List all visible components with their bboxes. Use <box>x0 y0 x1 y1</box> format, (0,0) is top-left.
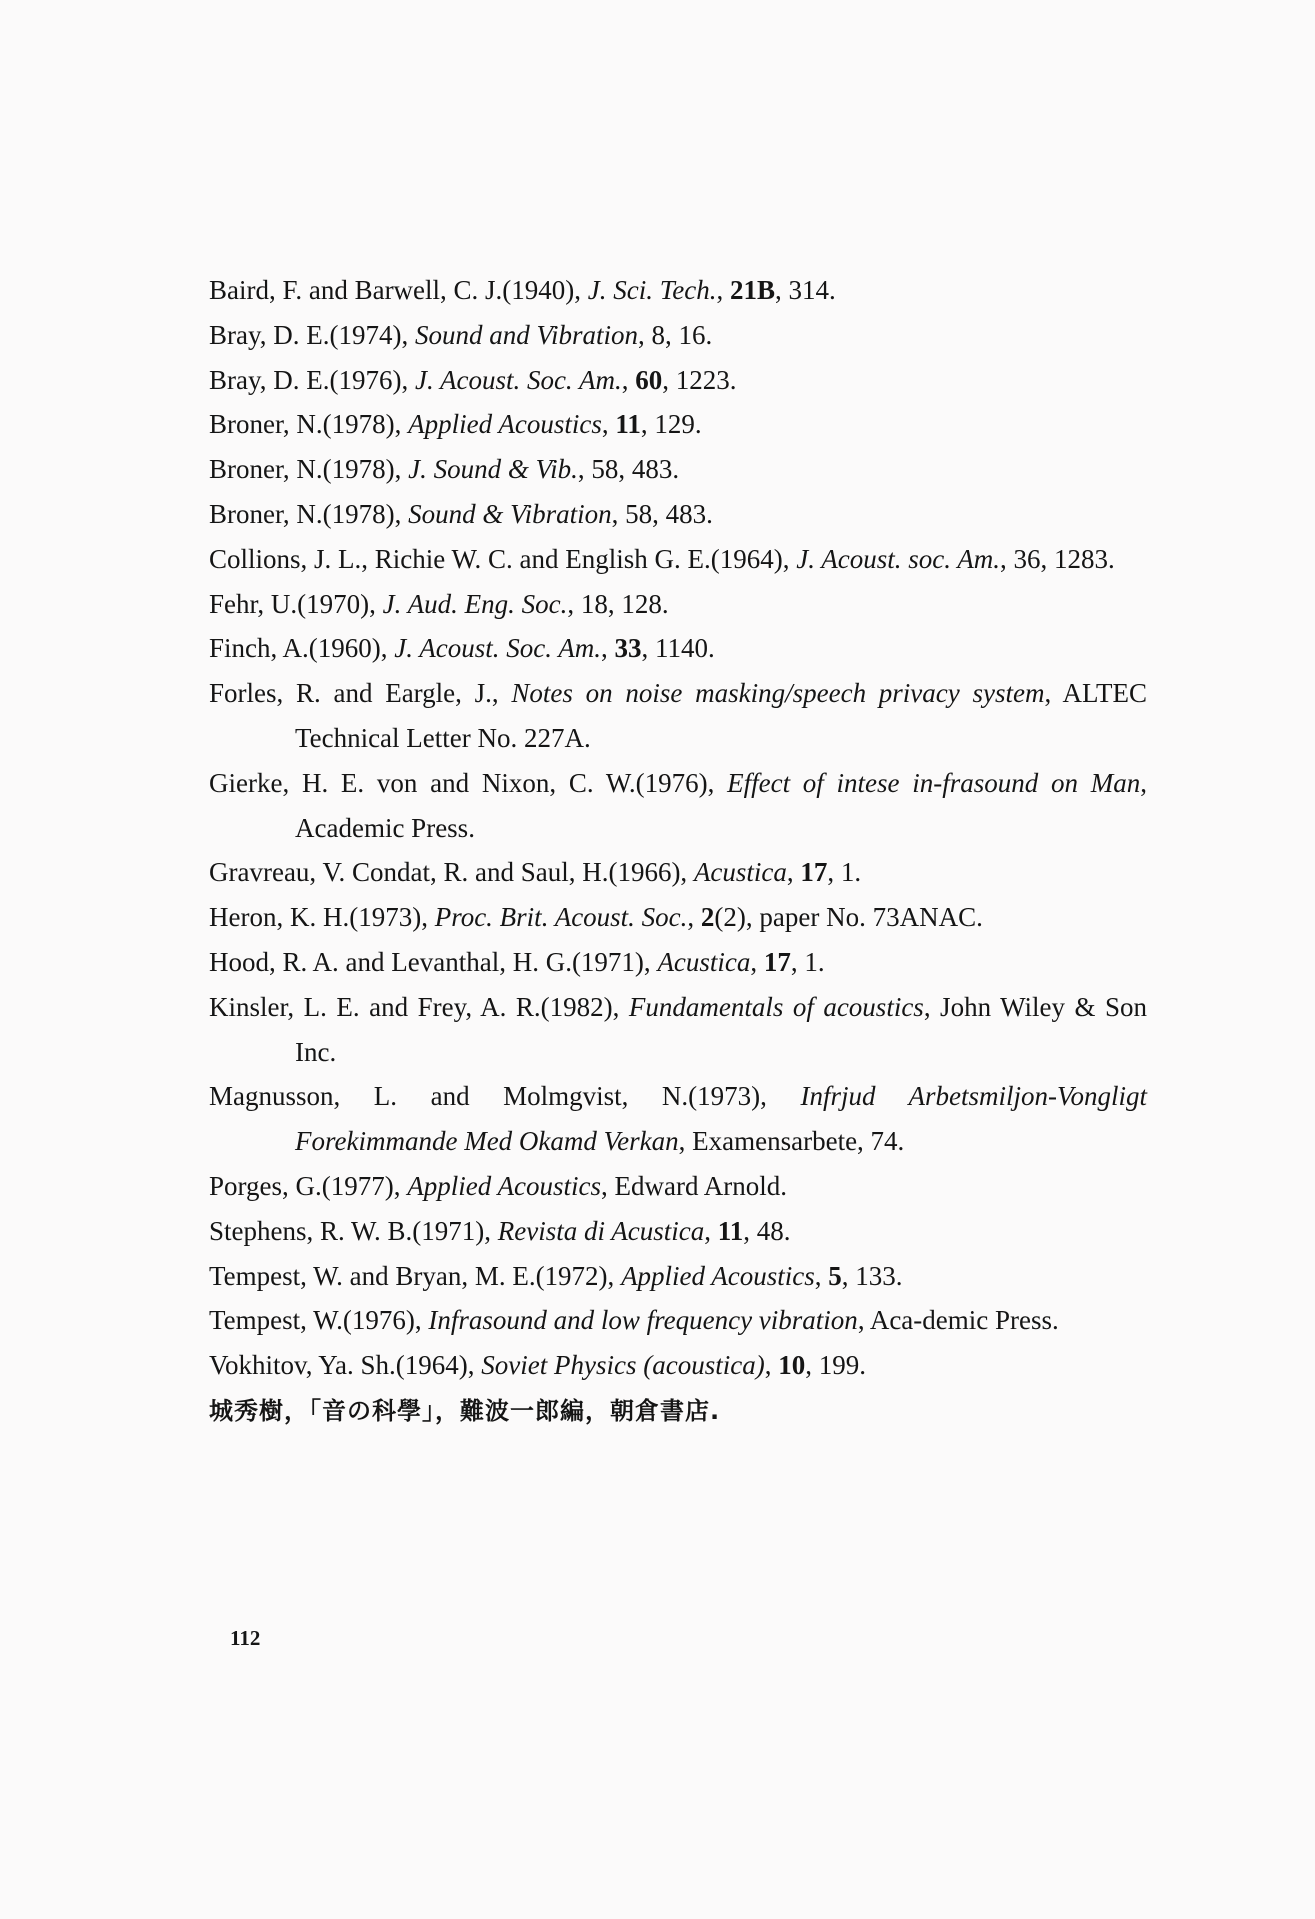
reference-text: , 48. <box>743 1215 791 1246</box>
reference-text: , <box>750 946 764 977</box>
reference-title: Applied Acoustics <box>408 409 602 440</box>
reference-text: , 1223. <box>662 364 737 395</box>
reference-entry <box>209 895 1147 940</box>
reference-text: , Edward Arnold. <box>600 1170 787 1201</box>
reference-text: Tempest, W.(1976), <box>209 1305 429 1336</box>
reference-title: Effect of intese in-frasound on Man <box>727 767 1141 798</box>
reference-title: J. Acoust. soc. Am. <box>796 543 1000 574</box>
reference-entry <box>209 671 1147 761</box>
reference-entry <box>209 1298 1147 1343</box>
reference-text: Finch, A.(1960), <box>209 633 395 664</box>
reference-text: Broner, N.(1978), <box>209 454 409 485</box>
reference-entry <box>209 1254 1147 1299</box>
reference-text: Baird, F. and Barwell, C. J.(1940), <box>209 275 588 305</box>
reference-volume: 10 <box>778 1350 806 1381</box>
reference-text: , 129. <box>640 409 702 440</box>
reference-volume: 21B <box>730 275 776 305</box>
reference-title: J. Sci. Tech. <box>587 275 717 305</box>
reference-entry <box>209 402 1147 447</box>
reference-volume: 33 <box>614 633 642 664</box>
reference-text: Porges, G.(1977), <box>209 1170 408 1201</box>
reference-text: , 18, 128. <box>567 588 669 619</box>
reference-title: Notes on noise masking/speech privacy system <box>511 678 1045 709</box>
reference-entry <box>209 268 1147 313</box>
reference-text: Forles, R. and Eargle, J., <box>209 678 512 709</box>
reference-text: , <box>786 857 801 888</box>
reference-text: , John Wiley & Son Inc. <box>295 991 1147 1067</box>
reference-text: , Aca-demic Press. <box>857 1305 1059 1336</box>
reference-entry <box>209 940 1147 985</box>
reference-text: , 8, 16. <box>637 319 713 350</box>
reference-title: Fundamentals of acoustics <box>628 991 924 1022</box>
reference-text: Bray, D. E.(1976), <box>209 364 415 395</box>
reference-text: , <box>814 1260 829 1291</box>
reference-title: J. Sound & Vib. <box>408 454 578 485</box>
reference-text: Magnusson, L. and Molmgvist, N.(1973), <box>209 1081 801 1112</box>
reference-entry <box>209 447 1147 492</box>
reference-title: Applied Acoustics <box>407 1170 601 1201</box>
reference-entry <box>209 1388 1147 1434</box>
reference-text: , 133. <box>841 1260 903 1291</box>
reference-entry <box>209 626 1147 671</box>
reference-text: , <box>601 409 616 440</box>
reference-text: , 199. <box>805 1350 866 1381</box>
reference-entry <box>209 1164 1147 1209</box>
reference-title: Sound & Vibration <box>408 498 612 529</box>
reference-volume: 5 <box>828 1260 842 1291</box>
reference-text: Fehr, U.(1970), <box>209 588 383 619</box>
reference-entry <box>209 1343 1147 1388</box>
reference-title: Revista di Acustica <box>497 1215 705 1246</box>
reference-text: , Examensarbete, 74. <box>678 1126 905 1157</box>
reference-title: Proc. Brit. Acoust. Soc. <box>434 902 688 933</box>
reference-title: Infrasound and low frequency vibration <box>428 1305 858 1336</box>
reference-entry <box>209 850 1147 895</box>
reference-entry <box>209 537 1147 582</box>
reference-text: , <box>704 1215 718 1246</box>
reference-title: Infrjud Arbetsmiljon-Vongligt Forekimmande Med Okamd Verkan <box>295 1081 1147 1157</box>
reference-text: Broner, N.(1978), <box>209 498 409 529</box>
reference-text: , 314. <box>775 275 836 305</box>
reference-entry <box>209 761 1147 851</box>
reference-entry <box>209 985 1147 1075</box>
reference-list <box>209 268 1147 1434</box>
reference-text: , 1. <box>827 857 862 888</box>
reference-volume: 2 <box>700 902 715 933</box>
reference-text: , ALTEC Technical Letter No. 227A. <box>295 678 1147 753</box>
reference-text: Hood, R. A. and Levanthal, H. G.(1971), <box>209 946 658 977</box>
reference-text: Broner, N.(1978), <box>209 409 409 440</box>
reference-text: , <box>621 364 636 395</box>
reference-text: , 58, 483. <box>611 498 713 529</box>
reference-volume: 11 <box>717 1215 744 1246</box>
reference-title: J. Aud. Eng. Soc. <box>382 588 568 619</box>
reference-text: Collions, J. L., Richie W. C. and English G. E.(1964), <box>209 543 797 574</box>
reference-text: Kinsler, L. E. and Frey, A. R.(1982), <box>209 991 629 1022</box>
reference-volume: 17 <box>800 857 828 888</box>
reference-text: Stephens, R. W. B.(1971), <box>209 1215 498 1246</box>
reference-text: (2), paper No. 73ANAC. <box>714 902 983 933</box>
reference-text: , <box>600 633 615 664</box>
reference-text: , Academic Press. <box>295 767 1147 843</box>
reference-entry <box>209 582 1147 627</box>
reference-text: , 1140. <box>641 633 715 664</box>
reference-text: , 58, 483. <box>577 454 680 485</box>
reference-text: Vokhitov, Ya. Sh.(1964), <box>209 1350 482 1381</box>
reference-text: Heron, K. H.(1973), <box>209 902 435 933</box>
reference-text: , <box>716 275 731 305</box>
reference-title: Acustica <box>657 946 751 977</box>
reference-entry <box>209 313 1147 358</box>
reference-title: Sound and Vibration <box>414 319 638 350</box>
reference-entry <box>209 1209 1147 1254</box>
reference-title: Soviet Physics (acoustica) <box>481 1350 765 1381</box>
reference-text: Tempest, W. and Bryan, M. E.(1972), <box>209 1260 622 1291</box>
reference-text: Bray, D. E.(1974), <box>209 319 415 350</box>
reference-text: , 36, 1283. <box>999 543 1115 574</box>
reference-volume: 17 <box>763 946 791 977</box>
reference-volume: 11 <box>615 409 641 440</box>
reference-entry <box>209 358 1147 403</box>
reference-text: , 1. <box>790 946 825 977</box>
reference-entry <box>209 1074 1147 1164</box>
reference-title: J. Acoust. Soc. Am. <box>394 633 601 664</box>
reference-text: , <box>687 902 701 933</box>
page-number: 112 <box>230 1626 261 1650</box>
reference-text: 城秀樹，「音の科學」，難波一郎編，朝倉書店. <box>209 1396 721 1425</box>
reference-title: Acustica <box>693 857 787 888</box>
reference-title: J. Acoust. Soc. Am. <box>414 364 622 395</box>
reference-text: Gierke, H. E. von and Nixon, C. W.(1976), <box>209 767 728 798</box>
reference-text: , <box>764 1350 779 1381</box>
reference-title: Applied Acoustics <box>621 1260 815 1291</box>
reference-text: Gravreau, V. Condat, R. and Saul, H.(1966), <box>209 857 694 888</box>
reference-volume: 60 <box>635 364 663 395</box>
reference-entry <box>209 492 1147 537</box>
